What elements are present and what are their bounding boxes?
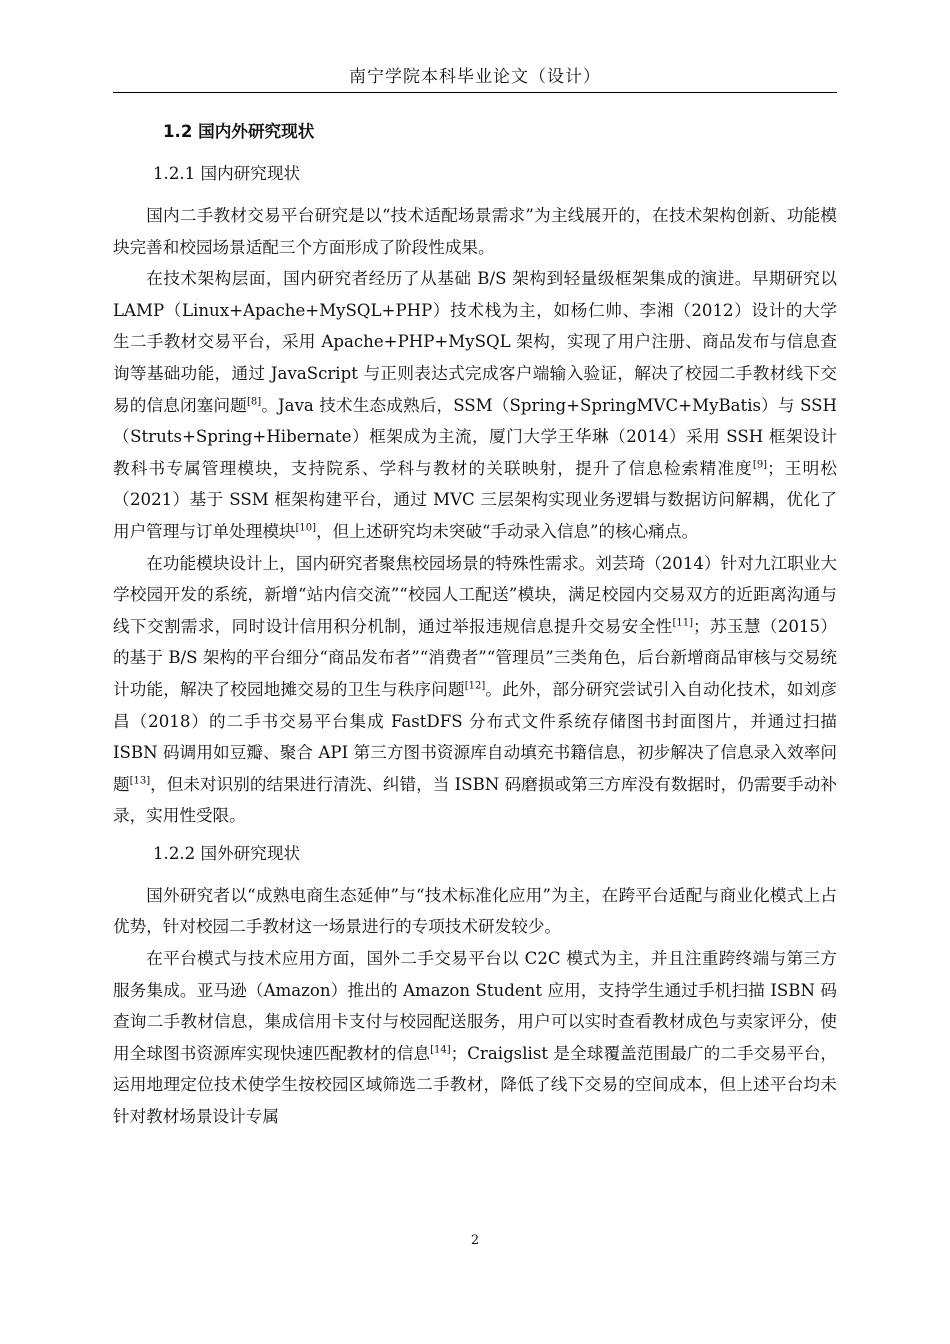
paragraph-text: 国外研究者以“成熟电商生态延伸”与“技术标准化应用”为主，在跨平台适配与商业化模式上占优势，针对校园二手教材这一场景进行的专项技术研发较少。	[113, 885, 837, 937]
main-content	[113, 118, 837, 1133]
body-paragraph	[113, 200, 837, 263]
citation-reference: [13]	[129, 775, 151, 787]
paragraph-text: 国内二手教材交易平台研究是以“技术适配场景需求”为主线展开的，在技术架构创新、功能模块完善和校园场景适配三个方面形成了阶段性成果。	[113, 206, 837, 257]
paragraph-text: 。Java 技术生态成熟后，SSM（Spring+SpringMVC+MyBatis）与 SSH（Struts+Spring+Hibernate）框架成为主流，厦门大学王华琳（2014）采用 SSH 框架设计教科书专属管理模块，支持院系、学科与教材的关联映射，提升了信息检索精准度	[113, 395, 837, 478]
domestic-research-body	[113, 200, 837, 832]
citation-reference: [14]	[430, 1044, 451, 1056]
paragraph-text: 在技术架构层面，国内研究者经历了从基础 B/S 架构到轻量级框架集成的演进。早期研究以 LAMP（Linux+Apache+MySQL+PHP）技术栈为主，如杨仁帅、李湘（2012）设计的大学生二手教材交易平台，采用 Apache+PHP+MySQL 架构，实现了用户注册、商品发布与信息查询等基础功能，通过 JavaScript 与正则表达式完成客户端输入验证，解决了校园二手教材线下交易的信息闭塞问题	[113, 269, 837, 415]
section-heading: 1.2 国内外研究现状	[163, 122, 315, 141]
paragraph-text: ；Craigslist 是全球覆盖范围最广的二手交易平台，运用地理定位技术使学生按校园区域筛选二手教材，降低了线下交易的空间成本，但上述平台均未针对教材场景设计专属	[113, 1043, 837, 1127]
paragraph-text: 在平台模式与技术应用方面，国外二手交易平台以 C2C 模式为主，并且注重跨终端与第三方服务集成。亚马逊（Amazon）推出的 Amazon Student 应用，支持学生通过手机扫描 ISBN 码查询二手教材信息，集成信用卡支付与校园配送服务，用户可以实时查看教材成色与卖家评分，使用全球图书资源库实现快速匹配教材的信息	[113, 949, 837, 1063]
citation-reference: [8]	[246, 396, 262, 408]
citation-reference: [11]	[672, 617, 694, 629]
citation-reference: [10]	[295, 522, 317, 534]
paragraph-text: ，但未对识别的结果进行清洗、纠错，当 ISBN 码磨损或第三方库没有数据时，仍需要手动补录，实用性受限。	[113, 774, 837, 826]
paragraph-text: 。此外，部分研究尝试引入自动化技术，如刘彦昌（2018）的二手书交易平台集成 FastDFS 分布式文件系统存储图书封面图片，并通过扫描 ISBN 码调用如豆瓣、聚合 API 第三方图书资源库自动填充书籍信息，初步解决了信息录入效率问题	[113, 679, 837, 794]
paragraph-text: ；苏玉慧（2015）的基于 B/S 架构的平台细分“商品发布者”“消费者”“管理员”三类角色，后台新增商品审核与交易统计功能，解决了校园地摊交易的卫生与秩序问题	[113, 616, 838, 699]
page-header	[113, 62, 837, 93]
subsection-heading-foreign: 1.2.2 国外研究现状	[153, 843, 301, 863]
body-paragraph	[113, 263, 837, 547]
foreign-research-body	[113, 880, 837, 1133]
page-number: 2	[470, 1233, 480, 1248]
header-title: 南宁学院本科毕业论文（设计）	[349, 67, 601, 87]
citation-reference: [12]	[464, 680, 486, 692]
paragraph-text: ；王明松（2021）基于 SSM 框架构建平台，通过 MVC 三层架构实现业务逻辑与数据访问解耦，优化了用户管理与订单处理模块	[113, 458, 838, 541]
body-paragraph	[113, 880, 837, 943]
paragraph-text: ，但上述研究均未突破“手动录入信息”的核心痛点。	[316, 521, 699, 541]
subsection-heading-domestic: 1.2.1 国内研究现状	[153, 164, 301, 183]
paragraph-text: 在功能模块设计上，国内研究者聚焦校园场景的特殊性需求。刘芸琦（2014）针对九江职业大学校园开发的系统，新增“站内信交流”“校园人工配送”模块，满足校园内交易双方的近距离沟通与线下交割需求，同时设计信用积分机制，通过举报违规信息提升交易安全性	[113, 553, 837, 636]
body-paragraph	[113, 943, 837, 1133]
body-paragraph	[113, 548, 837, 832]
citation-reference: [9]	[752, 459, 768, 471]
